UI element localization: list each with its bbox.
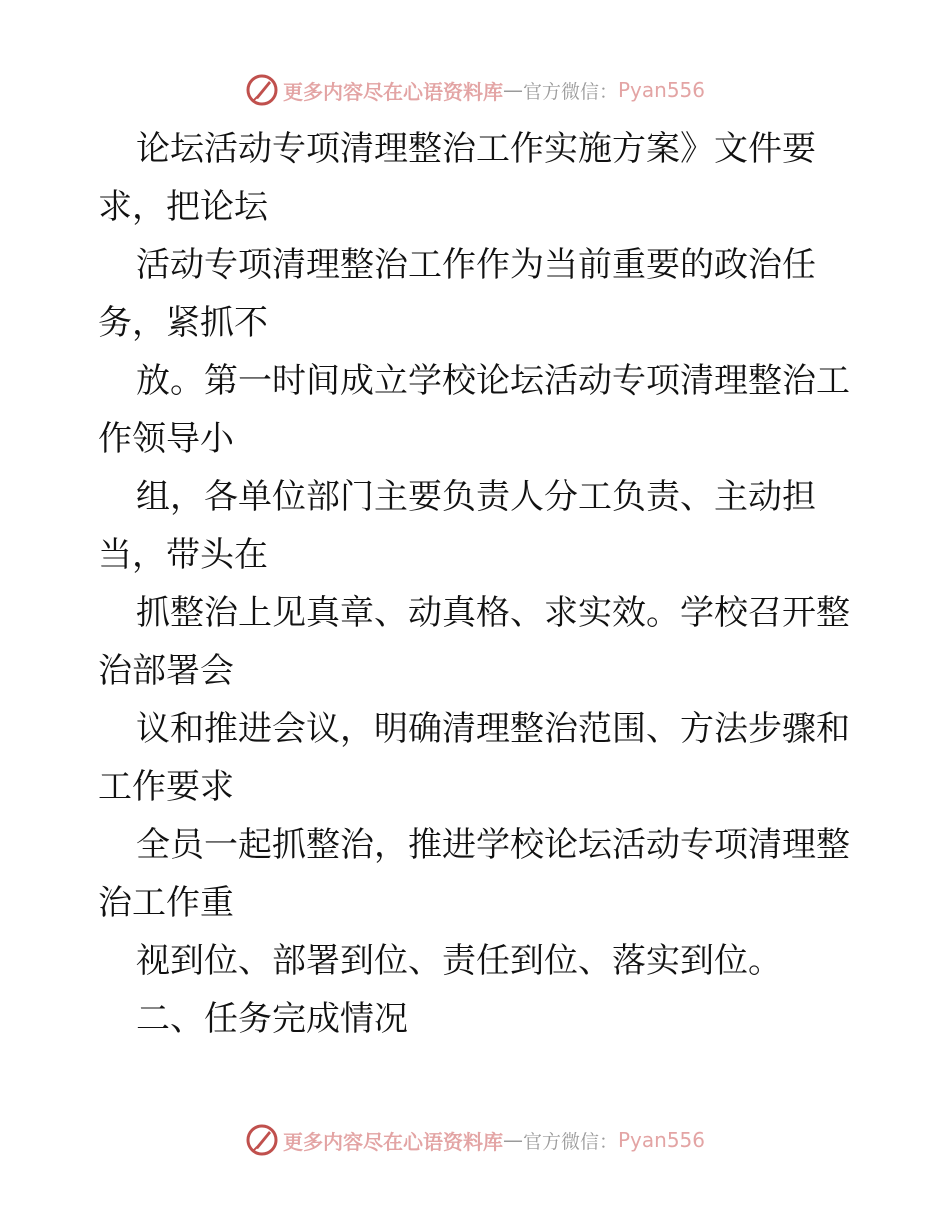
text-line: 全员一起抓整治，推进学校论坛活动专项清理整	[136, 825, 850, 865]
text-line: 治工作重	[98, 883, 234, 923]
watermark-separator: —	[502, 1128, 523, 1152]
text-line: 务，紧抓不	[98, 303, 268, 343]
text-line: 论坛活动专项清理整治工作实施方案》文件要	[136, 129, 816, 169]
text-line: 视到位、部署到位、责任到位、落实到位。	[136, 941, 782, 981]
text-line: 工作要求	[98, 767, 234, 807]
text-line: 组，各单位部门主要负责人分工负责、主动担	[136, 477, 816, 517]
watermark-site-name: 更多内容尽在心语资料库	[282, 79, 503, 104]
quill-logo-icon	[245, 73, 279, 107]
quill-logo-icon	[245, 1123, 279, 1157]
section-heading: 二、任务完成情况	[136, 999, 408, 1039]
watermark-wechat-id: Pyan556	[618, 78, 706, 102]
text-line: 治部署会	[98, 651, 234, 691]
watermark-separator: —	[502, 78, 523, 102]
watermark-wechat-id: Pyan556	[618, 1128, 706, 1152]
text-line: 抓整治上见真章、动真格、求实效。学校召开整	[136, 593, 850, 633]
document-body	[98, 120, 858, 1048]
text-line: 求，把论坛	[98, 187, 268, 227]
text-line: 放。第一时间成立学校论坛活动专项清理整治工	[136, 361, 850, 401]
text-line: 作领导小	[98, 419, 234, 459]
footer-watermark	[0, 1120, 950, 1160]
watermark-site-name: 更多内容尽在心语资料库	[282, 1129, 503, 1154]
watermark-wechat-label: 官方微信：	[522, 80, 618, 103]
text-line: 议和推进会议，明确清理整治范围、方法步骤和	[136, 709, 850, 749]
text-line: 当，带头在	[98, 535, 268, 575]
header-watermark	[0, 70, 950, 110]
watermark-wechat-label: 官方微信：	[522, 1130, 618, 1153]
text-line: 活动专项清理整治工作作为当前重要的政治任	[136, 245, 816, 285]
